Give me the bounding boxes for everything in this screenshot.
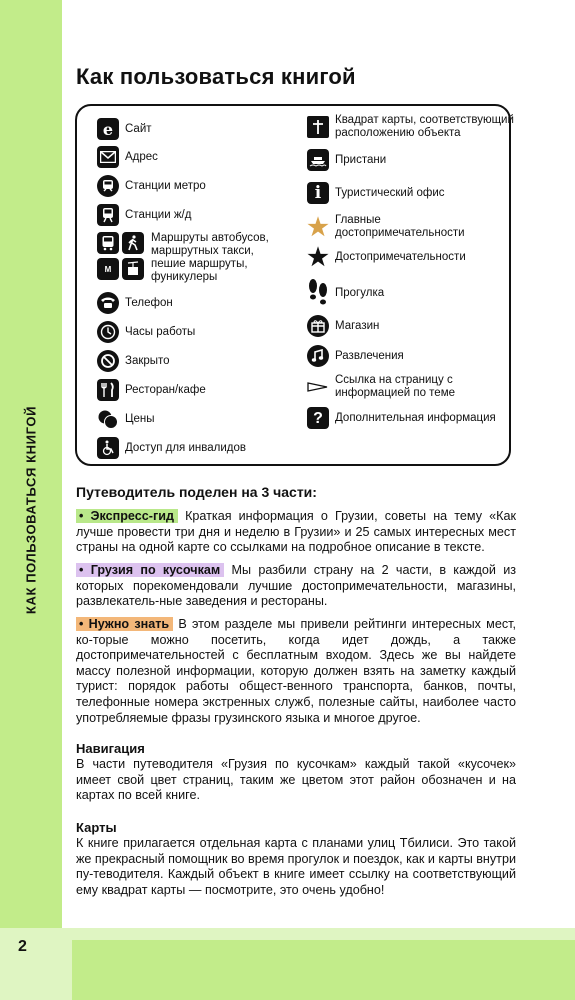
footprints-icon bbox=[307, 278, 329, 308]
orange-star-icon: ★ bbox=[307, 213, 329, 241]
need-to-know-paragraph bbox=[76, 617, 516, 726]
legend-item-shop bbox=[307, 315, 379, 337]
gift-icon bbox=[307, 315, 329, 337]
legend-label: Дополнительная информация bbox=[335, 411, 496, 424]
legend-label: Туристический офис bbox=[335, 186, 445, 199]
legend-item-prices bbox=[97, 408, 155, 430]
legend-label: Ресторан/кафе bbox=[125, 383, 206, 396]
legend-label: Доступ для инвалидов bbox=[125, 441, 246, 454]
legend-label: Адрес bbox=[125, 150, 158, 163]
legend-item-transport bbox=[97, 232, 281, 284]
legend-item-website bbox=[97, 118, 152, 140]
arrow-link-icon bbox=[307, 376, 329, 398]
page-title: Как пользоваться книгой bbox=[76, 64, 356, 89]
side-label: КАК ПОЛЬЗОВАТЬСЯ КНИГОЙ bbox=[23, 405, 39, 615]
transport-icons bbox=[97, 232, 147, 280]
legend-item-train bbox=[97, 204, 191, 226]
legend-item-pier bbox=[307, 149, 386, 171]
legend-item-closed bbox=[97, 350, 170, 372]
legend-label: Часы работы bbox=[125, 325, 196, 338]
express-guide-text: Краткая информация о Грузии, советы на тему «Как лучше провести три дня и неделю в Грузии» и 25 самых интересных мест страны на одной карте со ссылками на подробное описание в тексте. bbox=[76, 509, 516, 555]
navigation-heading: Навигация bbox=[76, 741, 145, 756]
wheelchair-icon bbox=[97, 437, 119, 459]
funicular-icon bbox=[122, 258, 144, 280]
map-square-icon bbox=[307, 116, 329, 138]
legend-box bbox=[75, 104, 514, 466]
legend-label: Ссылка на страницу с информацией по теме bbox=[335, 374, 456, 399]
pieces-tag: • Грузия по кусочкам bbox=[76, 563, 224, 577]
music-note-icon bbox=[307, 345, 329, 367]
question-icon: ? bbox=[307, 407, 329, 429]
pier-icon bbox=[307, 149, 329, 171]
legend-label: Сайт bbox=[125, 122, 152, 135]
minibus-icon: М bbox=[97, 258, 119, 280]
legend-label: Цены bbox=[125, 412, 155, 425]
legend-item-restaurant bbox=[97, 379, 206, 401]
metro-icon bbox=[97, 175, 119, 197]
legend-item-more-info bbox=[307, 407, 496, 429]
legend-label: Магазин bbox=[335, 319, 380, 332]
phone-icon bbox=[97, 292, 119, 314]
legend-item-entertainment bbox=[307, 345, 404, 367]
need-to-know-text: В этом разделе мы привели рейтинги интересных мест, ко-торые можно посетить, когда идет дождь, а также достопримечательностей с бесплатным входом. Здесь же вы найдете массу полезной информации, которую должен взять на заметку каждый турист: порядок работы общест-венного транспорта, банков, почты, телефонные номера экстренных служб, полезные сайты, наиболее часто употребляемые фразы грузинского языка и многое другое. bbox=[76, 617, 516, 725]
legend-item-info bbox=[307, 182, 445, 204]
legend-label: Достопримечательности bbox=[335, 250, 466, 263]
restaurant-icon bbox=[97, 379, 119, 401]
legend-item-metro bbox=[97, 175, 206, 197]
legend-item-map-square bbox=[307, 114, 515, 140]
envelope-icon bbox=[97, 146, 119, 168]
legend-item-hours bbox=[97, 321, 195, 343]
legend-item-main-sights bbox=[307, 214, 509, 240]
maps-heading: Карты bbox=[76, 820, 117, 835]
clock-icon bbox=[97, 321, 119, 343]
bus-icon bbox=[97, 232, 119, 254]
legend-label: Телефон bbox=[125, 296, 173, 309]
legend-label: Квадрат карты, соответствующий расположению объекта bbox=[335, 114, 514, 139]
legend-label: Станции метро bbox=[125, 179, 206, 192]
page-number: 2 bbox=[18, 938, 27, 955]
train-icon bbox=[97, 204, 119, 226]
legend-label: Станции ж/д bbox=[125, 208, 192, 221]
legend-item-accessibility bbox=[97, 437, 246, 459]
website-icon: e bbox=[97, 118, 119, 140]
legend-label: Пристани bbox=[335, 153, 387, 166]
legend-label: Маршруты автобусов, маршрутных такси, пешие маршруты, фуникулеры bbox=[151, 232, 269, 283]
express-guide-tag: • Экспресс-гид bbox=[76, 509, 178, 523]
legend-label: Прогулка bbox=[335, 286, 385, 299]
footer-strip bbox=[72, 940, 575, 1000]
parts-heading: Путеводитель поделен на 3 части: bbox=[76, 484, 317, 500]
black-star-icon: ★ bbox=[307, 243, 329, 271]
legend-item-page-link bbox=[307, 374, 495, 400]
legend-label: Развлечения bbox=[335, 349, 404, 362]
legend-item-address bbox=[97, 146, 158, 168]
price-icon bbox=[97, 408, 119, 430]
pieces-paragraph bbox=[76, 563, 516, 610]
legend-item-phone bbox=[97, 292, 173, 314]
need-to-know-tag: • Нужно знать bbox=[76, 617, 173, 631]
closed-icon bbox=[97, 350, 119, 372]
pieces-text: Мы разбили страну на 2 части, в каждой из которых порекомендовали лучшие достопримечательности, магазины, развлекатель-ные заведения и рестораны. bbox=[76, 563, 516, 609]
legend-label: Главные достопримечательности bbox=[335, 214, 465, 239]
navigation-text: В части путеводителя «Грузия по кусочкам» каждый такой «кусочек» имеет свой цвет страниц, таким же цветом этот район обозначен и на картах по всей книге. bbox=[76, 757, 516, 803]
pedestrian-icon bbox=[122, 232, 144, 254]
legend-item-sights bbox=[307, 243, 466, 271]
maps-text: К книге прилагается отдельная карта с планами улиц Тбилиси. Это такой же прекрасный помощник во время прогулок и поездок, как и карты внутри пу-теводителя. Каждый объект в книге имеет ссылку на соответствующий ему квадрат карты — посмотрите, это очень удобно! bbox=[76, 836, 516, 897]
side-tab bbox=[0, 0, 62, 928]
legend-label: Закрыто bbox=[125, 354, 170, 367]
info-icon: i bbox=[307, 182, 329, 204]
express-guide-paragraph bbox=[76, 509, 516, 556]
legend-item-walk bbox=[307, 278, 384, 308]
